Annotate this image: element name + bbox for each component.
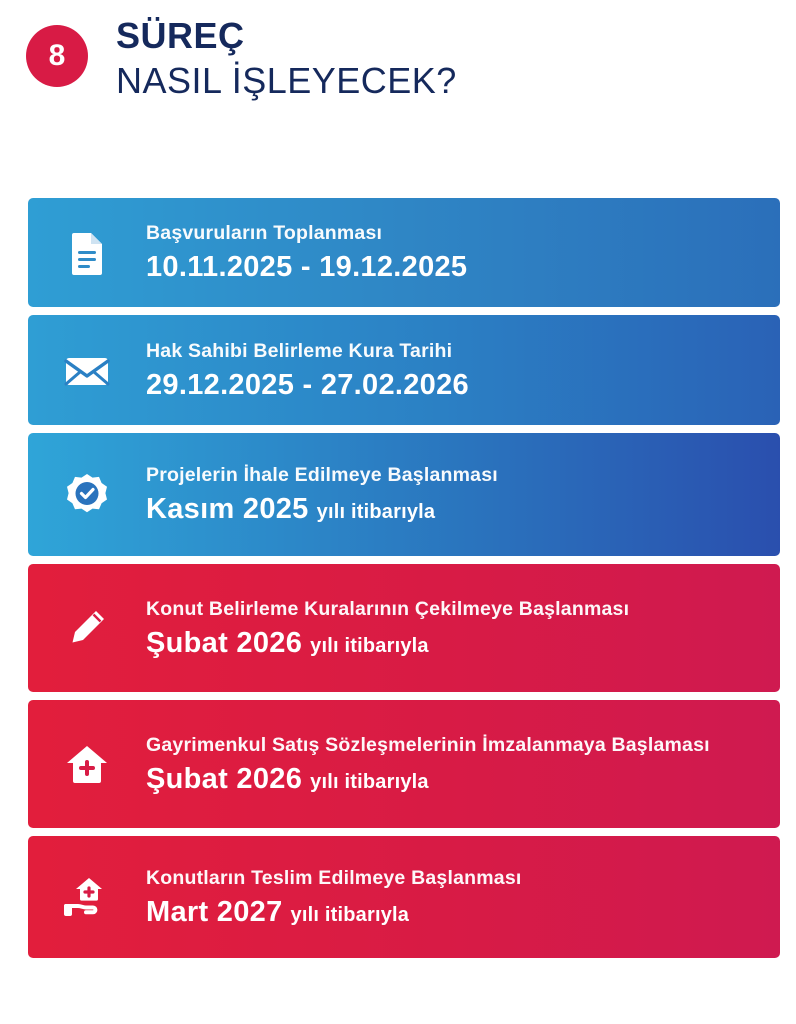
timeline-row-title: Hak Sahibi Belirleme Kura Tarihi [146,339,453,362]
timeline-row [28,315,780,425]
timeline-row-value: Mart 2027 [146,895,283,928]
envelope-icon [28,350,146,390]
timeline-row-suffix: yılı itibarıyla [316,501,436,523]
timeline-row-value: Şubat 2026 [146,626,303,659]
page-title-line-1: SÜREÇ [116,15,245,56]
timeline-row-title: Konutların Teslim Edilmeye Başlanması [146,866,522,889]
timeline-row-value: Şubat 2026 [146,762,303,795]
timeline-row-text [146,220,780,285]
timeline-row-text [146,865,780,930]
timeline-row [28,700,780,828]
timeline-row-suffix: yılı itibarıyla [290,903,410,926]
pencil-icon [28,606,146,650]
house-icon [28,742,146,786]
timeline-row-text [146,338,780,403]
page-header [0,0,796,130]
timeline-row-title: Konut Belirleme Kuralarının Çekilmeye Başlanması [146,597,630,620]
document-icon [28,230,146,276]
timeline-row-text [146,462,780,527]
page-title-line-2: NASIL İŞLEYECEK? [116,60,457,101]
timeline-row [28,564,780,692]
timeline-row-title: Projelerin İhale Edilmeye Başlanması [146,464,498,486]
page-title [116,14,457,104]
timeline-row [28,836,780,958]
timeline-row [28,433,780,556]
timeline-row-value: 29.12.2025 - 27.02.2026 [146,368,469,401]
timeline-row-value: 10.11.2025 - 19.12.2025 [146,251,468,283]
timeline-row-suffix: yılı itibarıyla [310,634,429,657]
timeline-row-text [146,732,780,797]
timeline-row [28,198,780,307]
timeline-row-value: Kasım 2025 [146,493,309,525]
timeline-row-title: Gayrimenkul Satış Sözleşmelerinin İmzalanmaya Başlaması [146,733,710,756]
step-number-badge: 8 [26,25,88,87]
timeline-row-suffix: yılı itibarıyla [310,770,429,793]
timeline-row-text [146,596,780,661]
timeline-list [28,198,780,966]
badge-check-icon [28,472,146,518]
timeline-row-title: Başvuruların Toplanması [146,222,383,244]
house-in-hand-icon [28,875,146,919]
